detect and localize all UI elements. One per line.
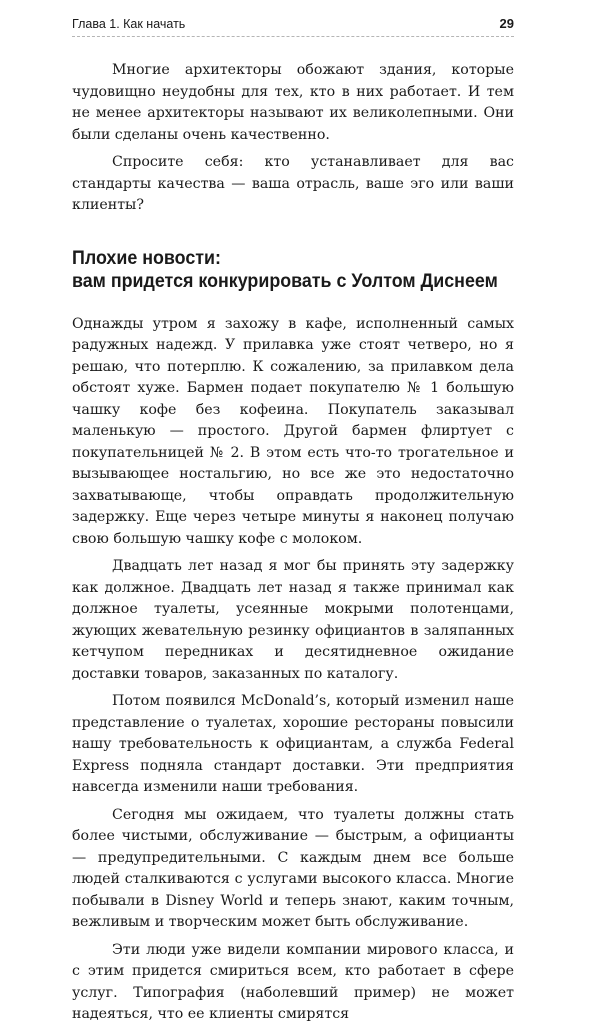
running-header bbox=[72, 16, 514, 37]
section-heading-line: вам придется конкурировать с Уолтом Диснеем bbox=[72, 270, 498, 292]
body-paragraph: Двадцать лет назад я мог бы принять эту задержку как должное. Двадцать лет назад я также принимал как должное туалеты, усеянные мокрыми полотенцами, жующих жевательную резинку официантов в заляпанных кетчупом передниках и десятидневное ожидание доставки товаров, заказанных по каталогу. bbox=[72, 558, 514, 682]
chapter-title: Глава 1. Как начать bbox=[72, 17, 186, 31]
section-heading bbox=[72, 247, 498, 293]
body-paragraph: Однажды утром я захожу в кафе, исполненный самых радужных надежд. У прилавка уже стоят четверо, но я решаю, что потерплю. К сожалению, за прилавком дела обстоят хуже. Бармен подает покупателю № 1 большую чашку кофе без кофеина. Покупатель заказывал маленькую — простого. Другой бармен флиртует с покупательницей № 2. В этом есть что-то трогательное и вызывающее ностальгию, но все же это недостаточно захватывающе, чтобы оправдать продолжительную задержку. Еще через четыре минуты я наконец получаю свою большую чашку кофе с молоком. bbox=[72, 315, 514, 547]
section-heading-line: Плохие новости: bbox=[72, 247, 221, 269]
body-paragraph: Потом появился McDonald’s, который изменил наше представление о туалетах, хорошие рестораны повысили нашу требовательность к официантам, а служба Federal Express подняла стандарт доставки. Эти предприятия навсегда изменили наши требования. bbox=[72, 693, 514, 795]
body-paragraph: Сегодня мы ожидаем, что туалеты должны стать более чистыми, обслуживание — быстрым, а официанты — предупредительными. С каждым днем все больше людей сталкиваются с услугами высокого класса. Многие побывали в Disney World и теперь знают, каким точным, вежливым и творческим может быть обслуживание. bbox=[72, 806, 514, 930]
intro-paragraph: Спросите себя: кто устанавливает для вас стандарты качества — ваша отрасль, ваше эго или ваши клиенты? bbox=[72, 154, 514, 213]
page-body bbox=[72, 60, 514, 1032]
page-number: 29 bbox=[499, 16, 514, 31]
body-paragraph: Эти люди уже видели компании мирового класса, и с этим придется смириться всем, кто работает в сфере услуг. Типография (наболевший пример) не может надеяться, что ее клиенты смирятся bbox=[72, 941, 514, 1022]
intro-paragraph: Многие архитекторы обожают здания, которые чудовищно неудобны для тех, кто в них работает. И тем не менее архитекторы называют их великолепными. Они были сделаны очень качественно. bbox=[72, 62, 514, 143]
